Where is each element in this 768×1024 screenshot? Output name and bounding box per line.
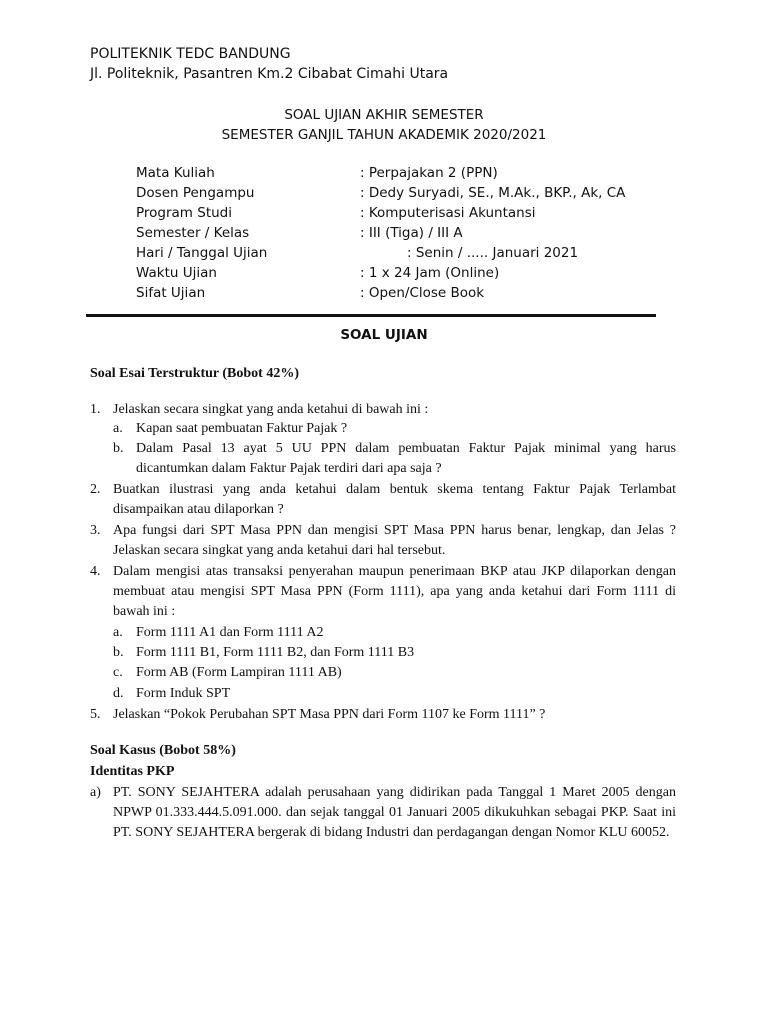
info-label: Waktu Ujian <box>136 265 217 281</box>
sub-question-text: Kapan saat pembuatan Faktur Pajak ? <box>136 421 348 436</box>
case-subtitle: Identitas PKP <box>90 764 175 779</box>
essay-section-title: Soal Esai Terstruktur (Bobot 42%) <box>90 366 299 381</box>
question-text: Jelaskan secara singkat yang anda ketahui di bawah ini : <box>113 402 429 417</box>
question-text: Buatkan ilustrasi yang anda ketahui dalam bentuk skema tentang Faktur Pajak Terlambat disampaikan atau dilaporkan ? <box>113 482 676 517</box>
question-1 <box>90 400 678 420</box>
sub-question-letter: c. <box>113 665 123 680</box>
question-number: 4. <box>90 564 101 579</box>
info-value: : Open/Close Book <box>360 285 485 301</box>
institution-name: POLITEKNIK TEDC BANDUNG <box>90 46 291 62</box>
divider-rule <box>86 314 656 317</box>
sub-question-text: Form AB (Form Lampiran 1111 AB) <box>136 665 342 680</box>
question-1b <box>113 439 678 479</box>
sub-question-text: Dalam Pasal 13 ayat 5 UU PPN dalam pembuatan Faktur Pajak minimal yang harus dicantumkan dalam Faktur Pajak terdiri dari apa saja ? <box>136 441 676 476</box>
sub-question-text: Form 1111 A1 dan Form 1111 A2 <box>136 625 324 640</box>
sub-question-letter: b. <box>113 441 124 456</box>
sub-question-text: Form 1111 B1, Form 1111 B2, dan Form 1111 B3 <box>136 645 415 660</box>
sub-question-letter: b. <box>113 645 124 660</box>
info-label: Program Studi <box>136 205 232 221</box>
info-row-mata-kuliah <box>136 165 696 185</box>
question-4d <box>113 684 678 704</box>
institution-address: Jl. Politeknik, Pasantren Km.2 Cibabat Cimahi Utara <box>90 66 449 82</box>
sub-question-text: Form Induk SPT <box>136 686 231 701</box>
question-text: Dalam mengisi atas transaksi penyerahan maupun penerimaan BKP atau JKP dilaporkan dengan membuat atau mengisi SPT Masa PPN (Form 1111), apa yang anda ketahui dari Form 1111 di bawah ini : <box>113 564 676 619</box>
question-number: 5. <box>90 707 101 722</box>
info-label: Sifat Ujian <box>136 285 206 301</box>
info-value: : III (Tiga) / III A <box>360 225 463 241</box>
info-row-program-studi <box>136 205 696 225</box>
case-item-letter: a) <box>90 785 101 800</box>
sub-question-letter: a. <box>113 625 123 640</box>
sub-question-letter: a. <box>113 421 123 436</box>
info-label: Dosen Pengampu <box>136 185 255 201</box>
info-row-dosen <box>136 185 696 205</box>
info-value: : 1 x 24 Jam (Online) <box>360 265 500 281</box>
info-value: : Senin / ..... Januari 2021 <box>407 245 579 261</box>
info-label: Hari / Tanggal Ujian <box>136 245 268 261</box>
question-4b <box>113 643 678 663</box>
exam-subtitle: SEMESTER GANJIL TAHUN AKADEMIK 2020/2021 <box>221 127 547 143</box>
question-number: 3. <box>90 523 101 538</box>
question-1a <box>113 419 678 439</box>
question-text: Apa fungsi dari SPT Masa PPN dan mengisi SPT Masa PPN harus benar, lengkap, dan Jelas ? Jelaskan secara singkat yang anda ketahui dari hal tersebut. <box>113 523 676 558</box>
question-text: Jelaskan “Pokok Perubahan SPT Masa PPN dari Form 1107 ke Form 1111” ? <box>113 707 546 722</box>
info-row-sifat <box>136 285 696 305</box>
soal-heading: SOAL UJIAN <box>340 327 428 343</box>
info-label: Mata Kuliah <box>136 165 215 181</box>
question-4a <box>113 623 678 643</box>
exam-title: SOAL UJIAN AKHIR SEMESTER <box>284 107 484 123</box>
case-item-text: PT. SONY SEJAHTERA adalah perusahaan yang didirikan pada Tanggal 1 Maret 2005 dengan NPWP 01.333.444.5.091.000. dan sejak tanggal 01 Januari 2005 dikukuhkan sebagai PKP. Saat ini PT. SONY SEJAHTERA bergerak di bidang Industri dan perdagangan dengan Nomor KLU 60052. <box>113 785 676 840</box>
question-number: 1. <box>90 402 101 417</box>
info-label: Semester / Kelas <box>136 225 250 241</box>
question-3 <box>90 521 678 561</box>
question-4c <box>113 663 678 683</box>
info-value: : Komputerisasi Akuntansi <box>360 205 536 221</box>
info-row-semester-kelas <box>136 225 696 245</box>
sub-question-letter: d. <box>113 686 124 701</box>
case-item-a <box>90 783 678 863</box>
question-number: 2. <box>90 482 101 497</box>
info-value: : Dedy Suryadi, SE., M.Ak., BKP., Ak, CA <box>360 185 626 201</box>
question-4 <box>90 562 678 622</box>
case-section-title: Soal Kasus (Bobot 58%) <box>90 743 236 758</box>
info-row-waktu <box>136 265 696 285</box>
question-5 <box>90 705 678 725</box>
info-row-hari-tanggal <box>136 245 696 265</box>
question-2 <box>90 480 678 520</box>
info-value: : Perpajakan 2 (PPN) <box>360 165 498 181</box>
